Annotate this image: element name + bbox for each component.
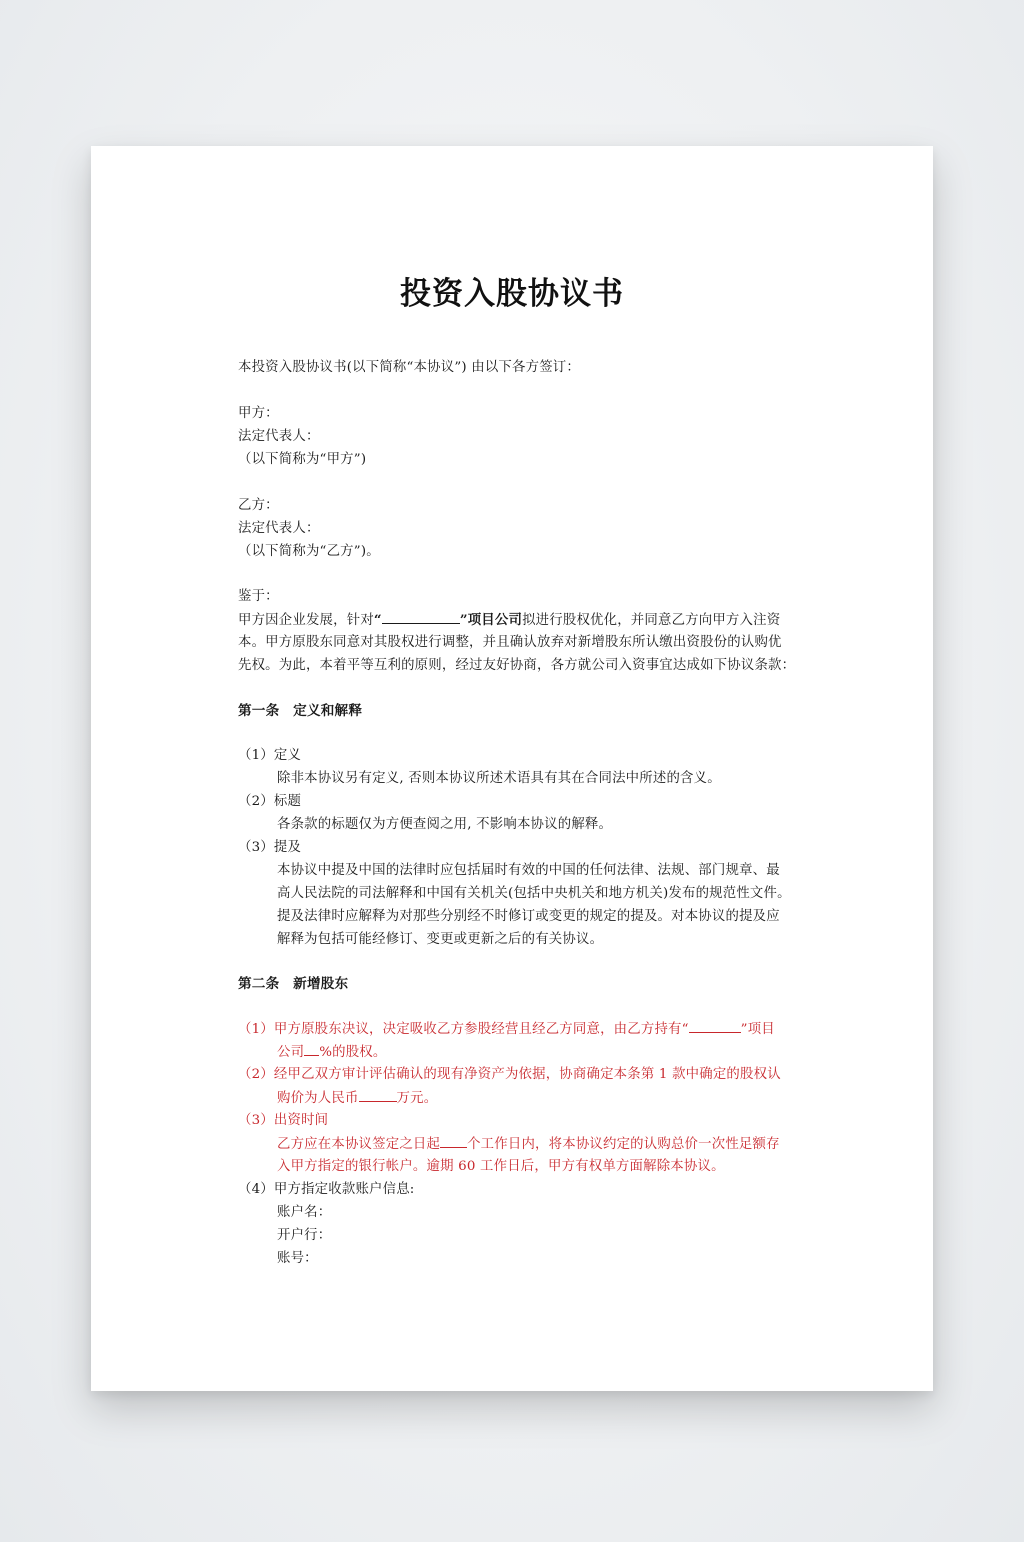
item-number: （1） — [238, 1022, 274, 1037]
intro-line: 本投资入股协议书(以下简称“本协议”) 由以下各方签订： — [238, 360, 580, 375]
article-1-item-3-line-3: 提及法律时应解释为对那些分别经不时修订或变更的规定的提及。对本协议的提及应 — [277, 909, 780, 924]
article-1-item-2-title — [238, 791, 301, 813]
party-b-alias: （以下简称为“乙方”)。 — [238, 544, 380, 559]
article-2-item-2-line-2 — [277, 1087, 437, 1109]
party-a-label: 甲方： — [238, 406, 279, 421]
whereas-line-1 — [238, 609, 780, 631]
account-name-field: 账户名： — [277, 1205, 332, 1220]
party-b-label: 乙方： — [238, 498, 279, 513]
item-3-text-b: 个工作日内，将本协议约定的认购总价一次性足额存 — [467, 1137, 780, 1152]
bank-field: 开户行： — [277, 1228, 332, 1243]
item-1-text-b: ”项目 — [740, 1022, 775, 1037]
days-blank — [440, 1133, 467, 1148]
item-2-text-a: 经甲乙双方审计评估确认的现有净资产为依据，协商确定本条第 1 款中确定的股权认 — [273, 1067, 781, 1082]
whereas-quote-open: “ — [373, 612, 382, 628]
item-1-text-c: 公司 — [277, 1045, 305, 1060]
article-1-item-3-line-4: 解释为包括可能经修订、变更或更新之后的有关协议。 — [277, 932, 604, 947]
whereas-label: 鉴于： — [238, 589, 279, 604]
item-title: 出资时间 — [273, 1113, 329, 1128]
project-blank — [689, 1018, 741, 1033]
whereas-line-2: 本。甲方原股东同意对其股权进行调整，并且确认放弃对新增股东所认缴出资股份的认购优 — [238, 635, 782, 650]
item-number: （1） — [238, 748, 274, 763]
item-number: （3） — [238, 1113, 274, 1128]
whereas-text-a: 甲方因企业发展，针对 — [238, 613, 374, 628]
project-blank — [382, 609, 460, 624]
item-2-text-c: 万元。 — [396, 1091, 438, 1106]
whereas-text-b: 拟进行股权优化，并同意乙方向甲方入注资 — [522, 613, 781, 628]
party-a-rep: 法定代表人： — [238, 429, 320, 444]
item-1-text-a: 甲方原股东决议，决定吸收乙方参股经营且经乙方同意，由乙方持有“ — [273, 1022, 689, 1037]
article-2-item-4-title — [238, 1179, 415, 1201]
document-page — [91, 146, 933, 1391]
item-3-text-a: 乙方应在本协议签定之日起 — [277, 1137, 441, 1152]
article-1-item-3-line-1: 本协议中提及中国的法律时应包括届时有效的中国的任何法律、法规、部门规章、最 — [277, 863, 780, 878]
article-2-item-2-line-1 — [238, 1064, 781, 1086]
item-1-text-d: %的股权。 — [319, 1045, 387, 1060]
article-1-item-2-line: 各条款的标题仅为方便查阅之用, 不影响本协议的解释。 — [277, 817, 613, 832]
whereas-quote-close: ”项目公司 — [459, 612, 523, 628]
article-2-heading: 第二条 新增股东 — [238, 976, 349, 992]
item-title: 提及 — [273, 840, 302, 855]
article-2-item-3-title — [238, 1110, 328, 1132]
item-title: 定义 — [273, 748, 302, 763]
item-number: （3） — [238, 840, 274, 855]
percent-blank — [304, 1041, 319, 1056]
party-b-rep: 法定代表人： — [238, 521, 320, 536]
document-title: 投资入股协议书 — [400, 276, 624, 312]
article-1-item-3-line-2: 高人民法院的司法解释和中国有关机关(包括中央机关和地方机关)发布的规范性文件。 — [277, 886, 791, 901]
article-1-item-3-title — [238, 837, 301, 859]
article-2-item-1-line-2 — [277, 1041, 386, 1063]
article-2-item-3-line-1 — [277, 1133, 780, 1155]
party-a-alias: （以下简称为“甲方”) — [238, 452, 367, 467]
article-1-heading: 第一条 定义和解释 — [238, 703, 363, 719]
item-title: 甲方指定收款账户信息: — [273, 1182, 415, 1197]
whereas-line-3: 先权。为此，本着平等互利的原则，经过友好协商，各方就公司入资事宜达成如下协议条款： — [238, 658, 796, 673]
article-1-item-1-line: 除非本协议另有定义, 否则本协议所述术语具有其在合同法中所述的含义。 — [277, 771, 721, 786]
article-2-item-3-line-2: 入甲方指定的银行帐户。逾期 60 工作日后，甲方有权单方面解除本协议。 — [277, 1159, 725, 1174]
article-2-item-1-line-1 — [238, 1018, 775, 1040]
item-number: （2） — [238, 1067, 274, 1082]
account-number-field: 账号： — [277, 1251, 318, 1266]
item-number: （2） — [238, 794, 274, 809]
price-blank — [359, 1087, 397, 1102]
item-number: （4） — [238, 1182, 274, 1197]
item-2-text-b: 购价为人民币 — [277, 1091, 359, 1106]
item-title: 标题 — [273, 794, 302, 809]
article-1-item-1-title — [238, 745, 301, 767]
